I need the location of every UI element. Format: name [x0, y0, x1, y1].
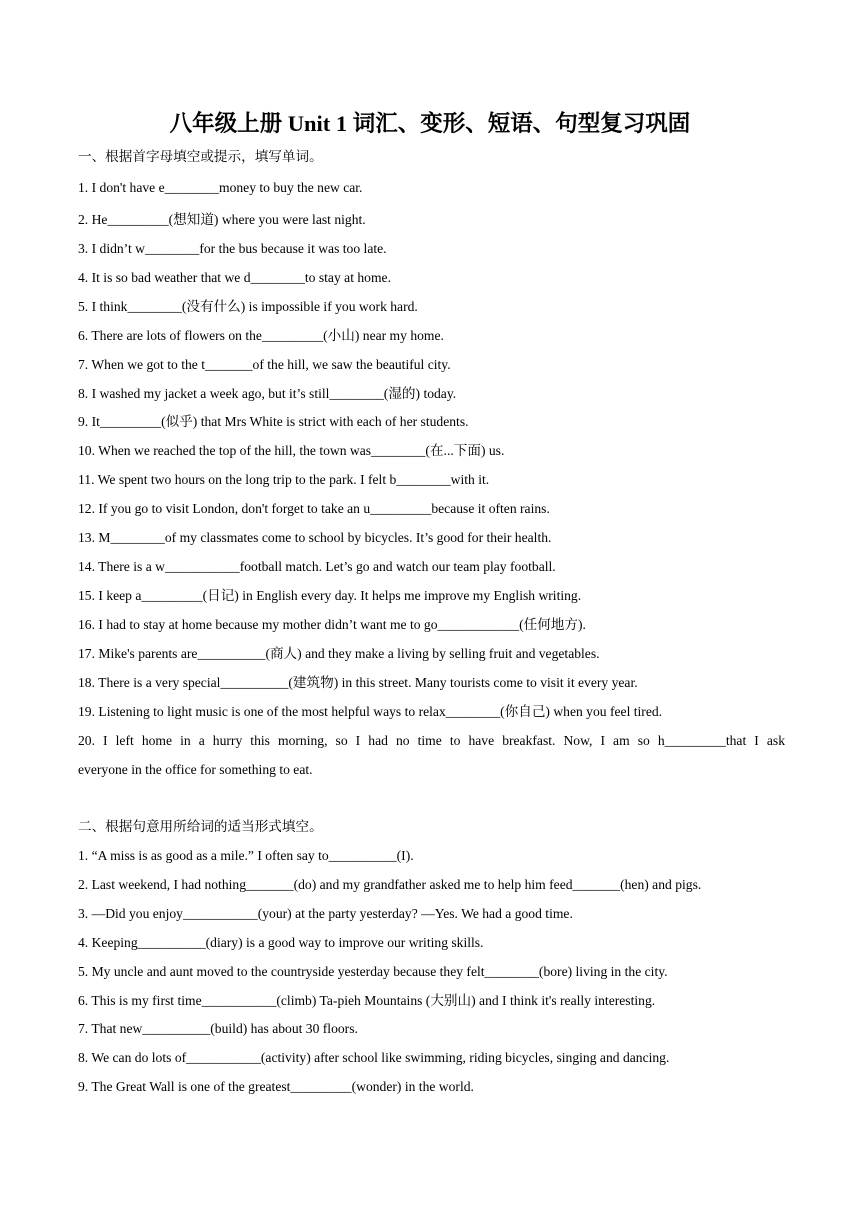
question-line: 4. It is so bad weather that we d________to stay at home.	[78, 270, 391, 285]
question-line: 7. That new__________(build) has about 30 floors.	[78, 1021, 358, 1036]
question-line: 2. He_________(想知道) where you were last night.	[78, 212, 366, 227]
question-line: 19. Listening to light music is one of the most helpful ways to relax________(你自己) when you feel tired.	[78, 704, 663, 719]
question-line: 15. I keep a_________(日记) in English every day. It helps me improve my English writing.	[78, 588, 582, 603]
question-line: 3. —Did you enjoy___________(your) at the party yesterday? —Yes. We had a good time.	[78, 906, 573, 921]
question-line: 8. We can do lots of___________(activity) after school like swimming, riding bicycles, singing and dancing.	[78, 1050, 670, 1065]
question-line: 11. We spent two hours on the long trip to the park. I felt b________with it.	[78, 472, 490, 487]
question-line: 9. The Great Wall is one of the greatest_________(wonder) in the world.	[78, 1079, 474, 1094]
question-line: 1. “A miss is as good as a mile.” I often say to__________(I).	[78, 848, 414, 863]
question-line: 17. Mike's parents are__________(商人) and they make a living by selling fruit and vegetables.	[78, 646, 600, 661]
section-2-heading: 二、根据句意用所给词的适当形式填空。	[78, 819, 323, 834]
question-line: 12. If you go to visit London, don't forget to take an u_________because it often rains.	[78, 501, 550, 516]
question-line: 8. I washed my jacket a week ago, but it’s still________(湿的) today.	[78, 386, 457, 401]
question-line-continued: everyone in the office for something to eat.	[78, 762, 313, 777]
question-line: 13. M________of my classmates come to school by bicycles. It’s good for their health.	[78, 530, 552, 545]
question-line: 1. I don't have e________money to buy the new car.	[78, 180, 363, 195]
question-line: 18. There is a very special__________(建筑物) in this street. Many tourists come to visit it every year.	[78, 675, 638, 690]
question-line: 20. I left home in a hurry this morning, so I had no time to have breakfast. Now, I am so h_________that I ask	[78, 733, 785, 748]
question-line: 6. This is my first time___________(climb) Ta-pieh Mountains (大别山) and I think it's really interesting.	[78, 993, 656, 1008]
question-line: 10. When we reached the top of the hill, the town was________(在...下面) us.	[78, 443, 505, 458]
question-line: 5. My uncle and aunt moved to the countryside yesterday because they felt________(bore) living in the city.	[78, 964, 668, 979]
question-line: 6. There are lots of flowers on the_________(小山) near my home.	[78, 328, 444, 343]
question-line: 7. When we got to the t_______of the hill, we saw the beautiful city.	[78, 357, 451, 372]
question-line: 5. I think________(没有什么) is impossible if you work hard.	[78, 299, 418, 314]
question-line: 9. It_________(似乎) that Mrs White is strict with each of her students.	[78, 414, 469, 429]
question-line: 16. I had to stay at home because my mother didn’t want me to go____________(任何地方).	[78, 617, 586, 632]
page-title: 八年级上册 Unit 1 词汇、变形、短语、句型复习巩固	[169, 111, 691, 136]
question-line: 14. There is a w___________football match. Let’s go and watch our team play football.	[78, 559, 556, 574]
question-line: 4. Keeping__________(diary) is a good way to improve our writing skills.	[78, 935, 484, 950]
question-line: 2. Last weekend, I had nothing_______(do) and my grandfather asked me to help him feed_______(hen) and pigs.	[78, 877, 702, 892]
section-1-heading: 一、根据首字母填空或提示，填写单词。	[78, 149, 323, 164]
question-line: 3. I didn’t w________for the bus because it was too late.	[78, 241, 387, 256]
